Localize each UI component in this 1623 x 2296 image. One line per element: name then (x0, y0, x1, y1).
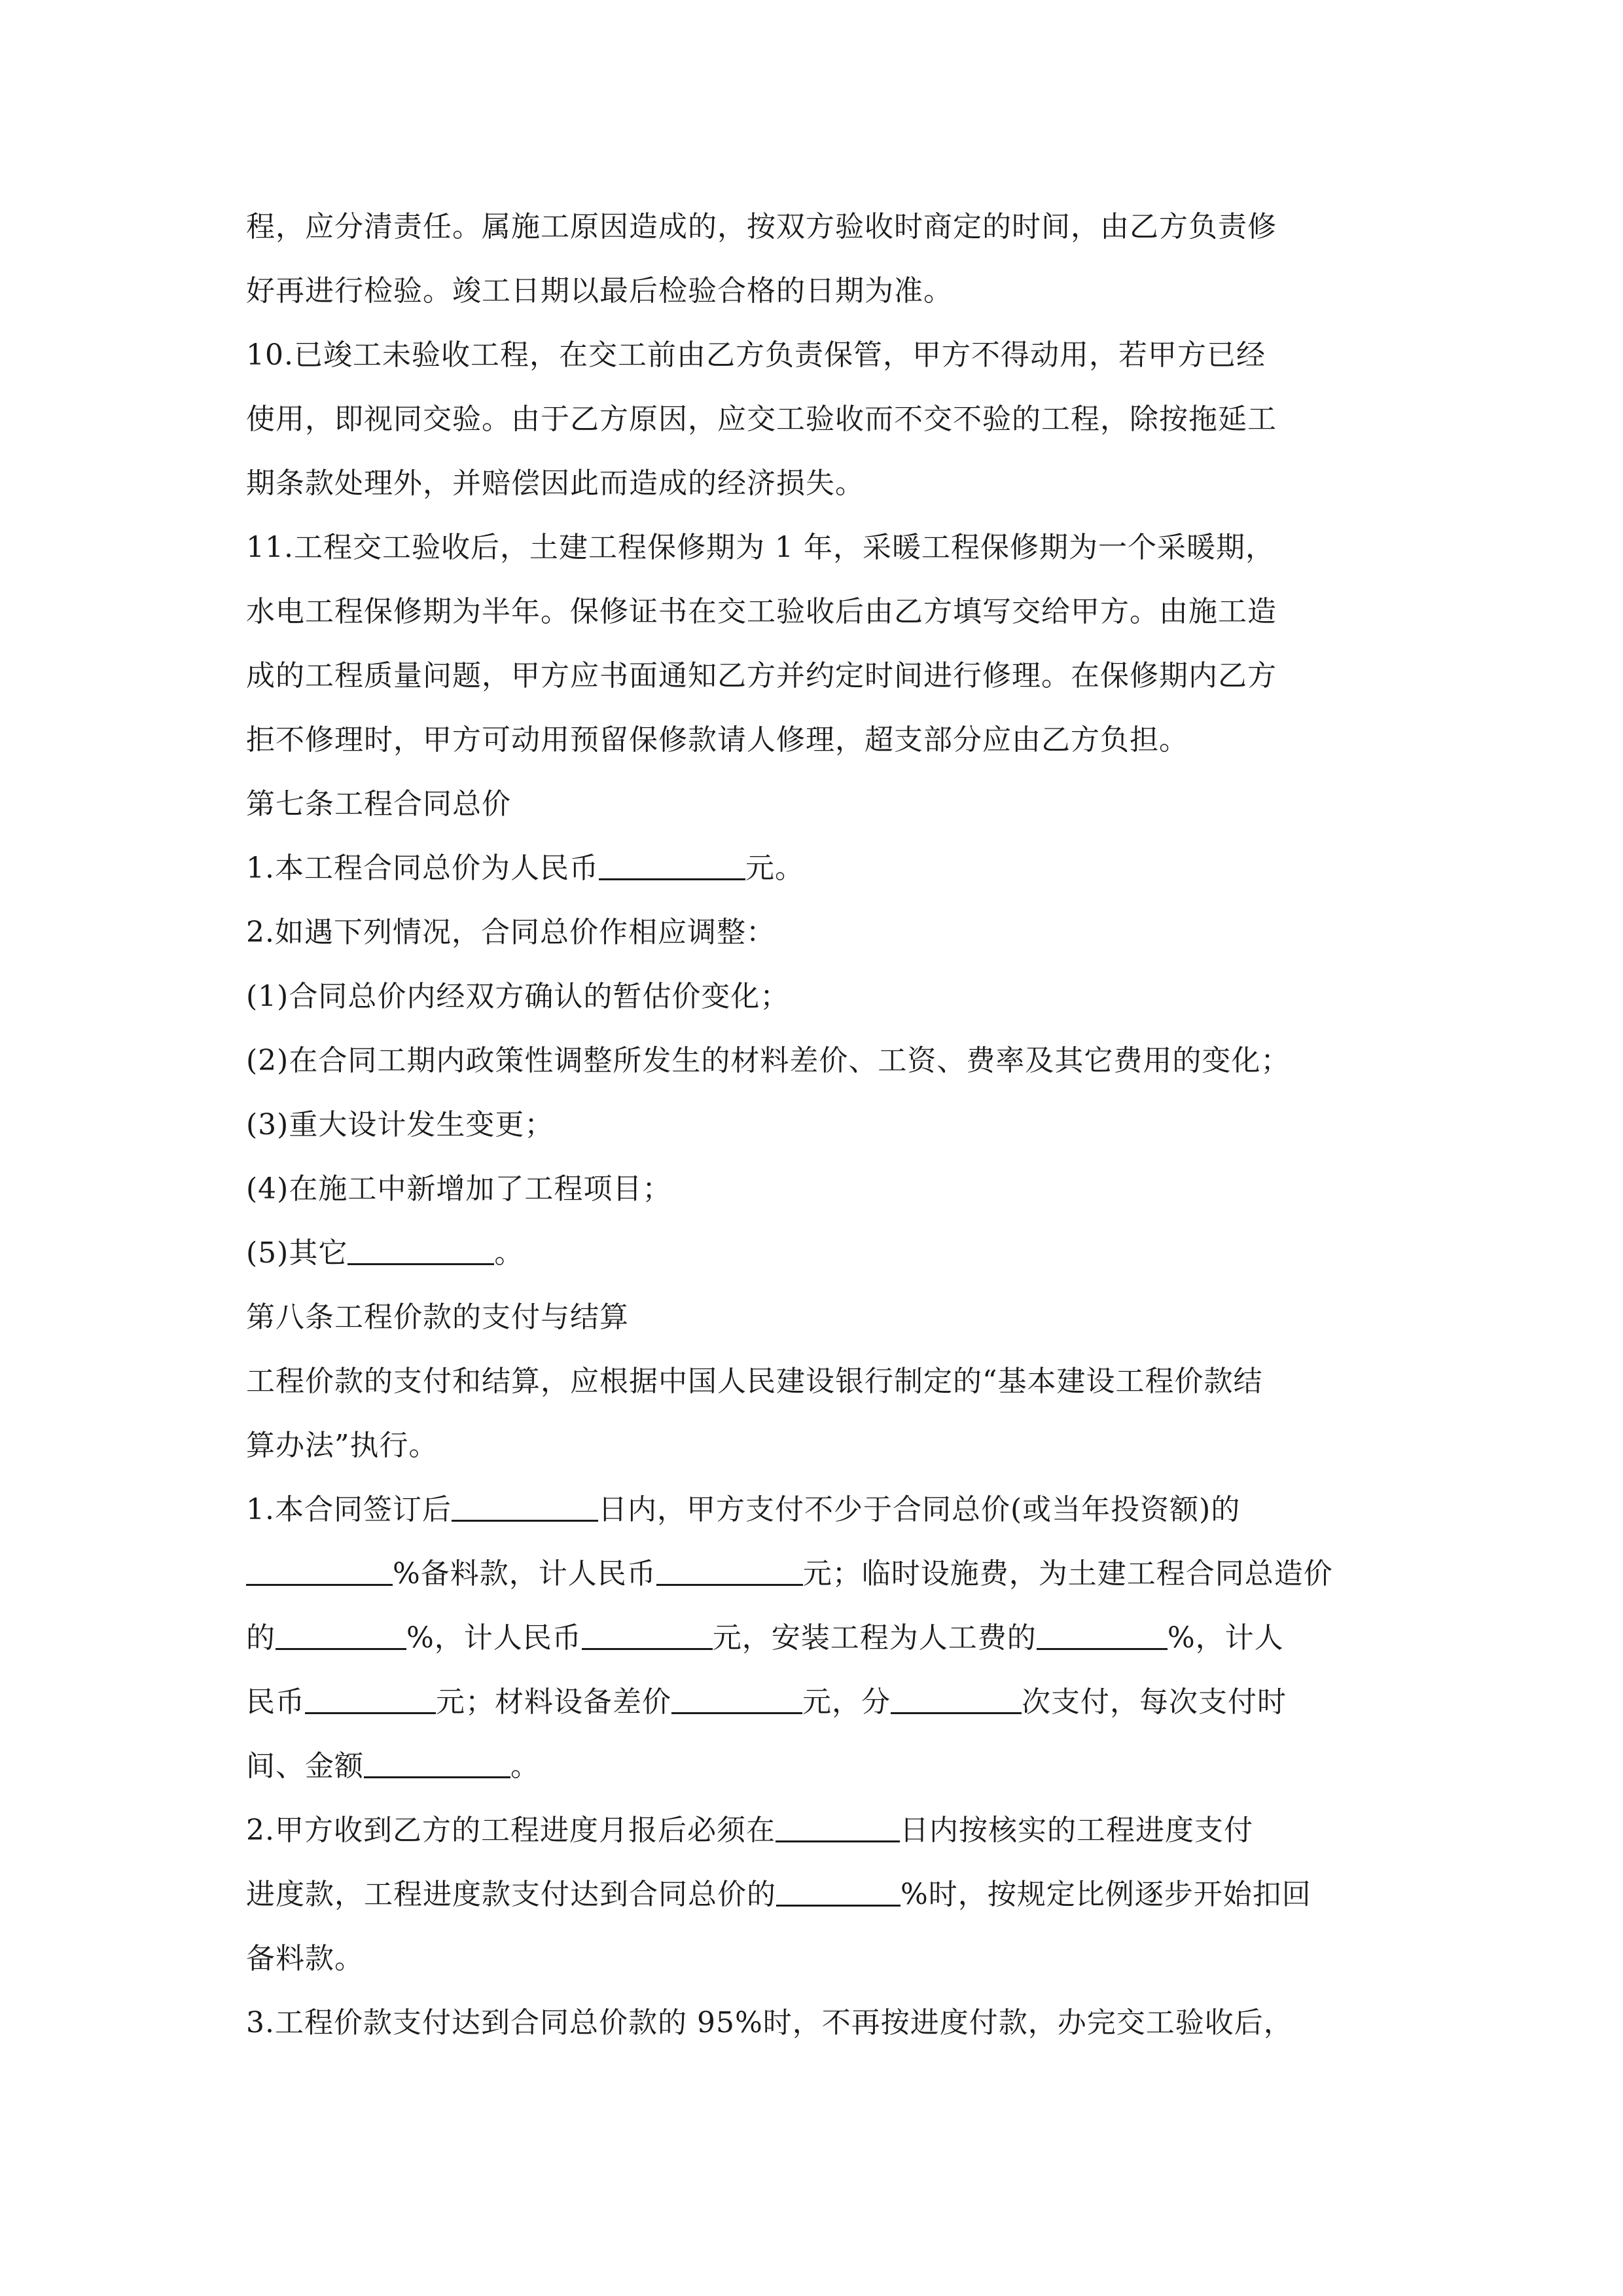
text-line (246, 965, 1404, 1029)
line-text: 间、金额 (246, 1749, 364, 1783)
line-text: 拒不修理时，甲方可动用预留保修款请人修理，超支部分应由乙方负担。 (246, 723, 1188, 757)
contract-body (246, 195, 1404, 2055)
line-text: 元；临时设施费，为土建工程合同总造价 (802, 1557, 1333, 1590)
text-line (246, 1157, 1404, 1221)
text-line (246, 901, 1404, 965)
line-text: 民币 (246, 1685, 305, 1719)
fill-in-blank[interactable] (305, 1686, 436, 1714)
fill-in-blank[interactable] (656, 1558, 803, 1586)
text-line (246, 1221, 1404, 1285)
text-line (246, 1542, 1404, 1606)
line-text: 算办法”执行。 (246, 1429, 438, 1462)
text-line (246, 1734, 1404, 1799)
line-text: %，计人民币 (406, 1621, 582, 1655)
fill-in-blank[interactable] (348, 1237, 494, 1265)
text-line (246, 1350, 1404, 1414)
fill-in-blank[interactable] (776, 1814, 900, 1842)
fill-in-blank[interactable] (246, 1558, 393, 1586)
line-text: 1.本合同签订后 (246, 1493, 452, 1526)
text-line (246, 452, 1404, 516)
line-text: 1.本工程合同总价为人民币 (246, 852, 599, 885)
line-text: (5)其它 (246, 1236, 348, 1270)
line-text: 工程价款的支付和结算，应根据中国人民建设银行制定的“基本建设工程价款结 (246, 1365, 1263, 1398)
line-text: 日内，甲方支付不少于合同总价(或当年投资额)的 (597, 1493, 1241, 1526)
line-text: 进度款，工程进度款支付达到合同总价的 (246, 1878, 776, 1911)
text-line (246, 259, 1404, 323)
line-text: 期条款处理外，并赔偿因此而造成的经济损失。 (246, 467, 865, 500)
line-text: 元，安装工程为人工费的 (712, 1621, 1037, 1655)
line-text: 2.如遇下列情况，合同总价作相应调整： (246, 916, 776, 949)
line-text: 元，分 (802, 1685, 891, 1719)
line-text: (2)在合同工期内政策性调整所发生的材料差价、工资、费率及其它费用的变化； (246, 1044, 1291, 1077)
line-text: 好再进行检验。竣工日期以最后检验合格的日期为准。 (246, 274, 953, 308)
text-line (246, 1029, 1404, 1093)
line-text: 10.已竣工未验收工程，在交工前由乙方负责保管，甲方不得动用，若甲方已经 (246, 338, 1266, 372)
line-text: 日内按核实的工程进度支付 (899, 1814, 1253, 1847)
line-text: 次支付，每次支付时 (1022, 1685, 1287, 1719)
line-text: 程，应分清责任。属施工原因造成的，按双方验收时商定的时间，由乙方负责修 (246, 210, 1277, 243)
text-line (246, 516, 1404, 580)
text-line (246, 1863, 1404, 1927)
fill-in-blank[interactable] (582, 1622, 713, 1650)
text-line (246, 1606, 1404, 1670)
fill-in-blank[interactable] (1037, 1622, 1168, 1650)
text-line (246, 1093, 1404, 1157)
line-text: 。 (494, 1236, 524, 1270)
fill-in-blank[interactable] (276, 1622, 406, 1650)
line-text: 元。 (745, 852, 804, 885)
line-text: (1)合同总价内经双方确认的暂估价变化； (246, 980, 790, 1013)
section-heading (246, 1285, 1404, 1350)
heading-text: 第七条工程合同总价 (246, 787, 511, 821)
fill-in-blank[interactable] (364, 1750, 510, 1778)
line-text: 使用，即视同交验。由于乙方原因，应交工验收而不交不验的工程，除按拖延工 (246, 403, 1277, 436)
text-line (246, 1670, 1404, 1734)
text-line (246, 1478, 1404, 1542)
text-line (246, 1799, 1404, 1863)
line-text: 成的工程质量问题，甲方应书面通知乙方并约定时间进行修理。在保修期内乙方 (246, 659, 1277, 692)
line-text: (4)在施工中新增加了工程项目； (246, 1172, 672, 1206)
text-line (246, 323, 1404, 387)
line-text: 11.工程交工验收后，土建工程保修期为 1 年，采暖工程保修期为一个采暖期， (246, 531, 1275, 564)
text-line (246, 387, 1404, 452)
text-line (246, 1927, 1404, 1991)
line-text: (3)重大设计发生变更； (246, 1108, 554, 1141)
text-line (246, 1991, 1404, 2055)
fill-in-blank[interactable] (891, 1686, 1022, 1714)
fill-in-blank[interactable] (671, 1686, 802, 1714)
text-line (246, 708, 1404, 772)
line-text: 水电工程保修期为半年。保修证书在交工验收后由乙方填写交给甲方。由施工造 (246, 595, 1277, 628)
fill-in-blank[interactable] (776, 1878, 901, 1907)
text-line (246, 195, 1404, 259)
line-text: %，计人 (1167, 1621, 1284, 1655)
line-text: 。 (510, 1749, 540, 1783)
line-text: 备料款。 (246, 1942, 364, 1975)
heading-text: 第八条工程价款的支付与结算 (246, 1300, 629, 1334)
line-text: 的 (246, 1621, 276, 1655)
text-line (246, 836, 1404, 901)
section-heading (246, 772, 1404, 836)
fill-in-blank[interactable] (452, 1494, 598, 1522)
line-text: 元；材料设备差价 (436, 1685, 671, 1719)
line-text: %备料款，计人民币 (393, 1557, 656, 1590)
fill-in-blank[interactable] (599, 852, 745, 880)
line-text: 3.工程价款支付达到合同总价款的 95%时，不再按进度付款，办完交工验收后， (246, 2006, 1293, 2039)
text-line (246, 580, 1404, 644)
text-line (246, 644, 1404, 708)
line-text: 2.甲方收到乙方的工程进度月报后必须在 (246, 1814, 776, 1847)
line-text: %时，按规定比例逐步开始扣回 (901, 1878, 1311, 1911)
text-line (246, 1414, 1404, 1478)
